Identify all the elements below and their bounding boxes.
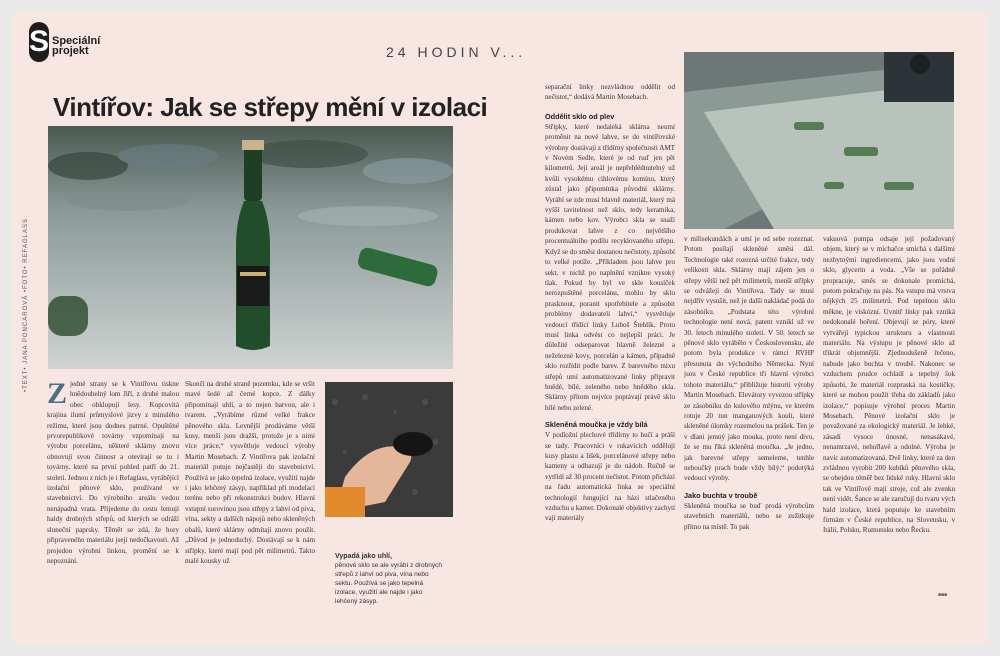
column-4-text: v milisekundách a umí je od sebe rozeznat. Potom posílají skleněné směsi dál. Technologie také rozezná určité frakce, tedy velikosti skla. Sklárny mají zájem jen o střepy větší než pět milimetrů, menší střípky se odvážejí do Vintířova. Tady se musí nejdřív vysušit, než je další nakládač podá do zásobníku. „Podstata této výrobní technologie není nová, patent vznikl už ve 30. letech minulého století. V 50. letech se pěnové sklo vyrábělo v Československu, ale potom byla produkce v rámci RVHP přesunuta do východního Německa. Nyní jsou v České republice tři hlavní výrobci tohoto materiálu,“ přibližuje historii výroby Martin Mosebach. Elevátory vyvezou střípky ze zásobníku do kulového mlýnu, ve kterém rotuje 20 tun manganových koulí, které skleněné úlomky rozemelou na prášek. Ten je v dlani jemný jako mouka, proto není divu, že se mu říká skleněná moučka. „Je jedno, jak barevné střepy semeleme, tenhle neboučký prach bude vždy bílý,“ podotýká vedoucí výroby. bbox=[684, 235, 814, 483]
subheading-separation: Oddělit sklo od plev bbox=[545, 111, 615, 121]
article-column-1 bbox=[47, 379, 179, 629]
article-title: Vintířov: Jak se střepy mění v izolaci bbox=[53, 92, 488, 122]
article-column-4 bbox=[684, 234, 814, 632]
special-project-logo: S bbox=[29, 22, 49, 62]
column-1-text: jedné strany se k Vintířovu tiskne hnědouhelný lom Jiří, z druhé malou obec obklopují lesy. Kopcovitá krajina ilumí průmyslové jizvy z minulého režimu, které jsou dodnes patrné. Opuštěné prvorepublikové továrny vzpomínají na výrobu porcelánu, některé sklárny znovu obnovují svou činnost a otevírají se tu i továrny, které na první pohled patří do 21. století. Jednou z nich je i Refaglass, vyrábějící izolační pěnové sklo, používané ve stavebnictví. Do výrobního areálu vedou nenápadná vrata. Přijedeme do cestu lemují haldy drobných střepů, od kterých se odráží sluneční paprsky. Těmět se zdá, že hory připraveného materiálu jsejí nedočkavosti. Až projedou výrobní linkou, promění se k nepoznání. bbox=[47, 380, 179, 565]
article-column-3 bbox=[545, 82, 675, 632]
sorting-line-photo bbox=[684, 52, 954, 229]
column-3-text-b: V podložní plechové třídírny to hučí a práší se tady. Pracovníci v rukavicích oddělují kusy plastu a lišek, porcelánové střepy nebo kameny a odhazují je do nádob. Ručně se vytřídí až 30 procent nečistot. Potom přichází na řadu automatická linka se speciální technologií fungující na bázi stlačeného vzduchu a kamer. Dokonalé objektivy zachytí vají materiály bbox=[545, 431, 675, 523]
special-project-label: Speciální projekt bbox=[52, 35, 101, 57]
magazine-page bbox=[13, 12, 987, 644]
photo-caption bbox=[335, 552, 445, 606]
section-header: 24 HODIN V... bbox=[386, 44, 527, 60]
photo-credit: •TEXT• JANA PONCAROVÁ •FOTO• REFAGLASS bbox=[23, 218, 29, 392]
foam-glass-photo bbox=[325, 382, 453, 517]
article-column-2: Skončí na druhé straně pozemku, kde se vršit mavé šedé až černé kopce. Z dálky připomínají uhlí, a to nejen barvou, ale i tvarem. „Vyrábíme různé velké frakce pěnového skla. Levnější prodáváme větší kusy, menší jsou dražší, protože je s nimi více práce,“ vysvětluje vedoucí výroby Martin Mosebach. Z Vintířova pak izolační materiál putuje nejčastěji do stavebnictví. Používá se jako tepelná izolace, využití najde i jako lehčený zásyp, například při modelaci terénu nebo při rekonstrukci budov. Hlavní vstupní surovinou jsou střepy z lahví od piva, vína, sekty a dalších nápojů nebo skleněných obalů, které sklárny odmítají znovu použít. „Důvod je jednoduchý. Dostávají se k nám střípky, které mají pod pět milimetrů. Takto malé kousky už bbox=[185, 380, 315, 565]
subheading-oven: Jako buchta v troubě bbox=[684, 490, 758, 500]
caption-text: pěnové sklo se ale vyrábí z drobných střepů z lahví od piva, vína nebo sektu. Používá se jako tepelná izolace, využití ale najde i jako lehčený zásyp. bbox=[335, 562, 442, 605]
bottles-photo bbox=[48, 126, 453, 369]
end-mark: ■■■ bbox=[938, 592, 948, 598]
caption-title: Vypadá jako uhlí, bbox=[335, 553, 392, 560]
drop-cap: Z bbox=[47, 379, 68, 410]
column-3-text: Střípky, které nedaleká sklárna neumí proměnit na nové lahve, se do vintířovské výrobny dostávají z třídírny společnosti AMT v Novém Sedle, které je od ruď jen pět kilometrů. Její areál je nepřehlédnutelný už kvůli vysokému cihlovému komínu, který zůstal jako připomínka původní sklárny. Vyrábí se zde musí hlavně materiál, který má vyšší tavitelnost než sklo, tedy keramika, kámen nebo kov. Výrobci skla se snaží produkovat lahve z co největšího procentuálního podílu recyklovaného střepu. Když se do směsi dostanou nečistoty, způsobí to velké potíže. „Příkladem jsou lahve pro sekt, v nichž po naplnění vznikne vysoký tlak. Pokud by byl ve skle kousíček nerozpuštěné porcelánu, mohlo by sklo prasknout, poranit spotřebitele a způsobit problémy dodavateli lahví,“ vysvětluje vedoucí třídící linky Luboš Štehlík. Proto musí linka odvést co nejlepší práci. Je důležité odseparovat hlavně železné a neželezné kovy, porcelán a kámen, případně sklo rozřídit podle barev. Z barevného mixu střepů umí automatizované linky připravit hnědé, bílé, zeleného nebo hnědého skla. Sklárny přitom nejvíce poptávají právě sklo bílé nebo zelené. bbox=[545, 122, 675, 412]
column-3-lead: separační linky nezvládnou oddělit od nečistot,“ dodává Martin Mosebach. bbox=[545, 83, 675, 102]
column-4-text-b: Skleněná moučka se buď prodá výrobcům stavebních materiálů, nebo se zužitkuje přímo na místě. To pak bbox=[684, 501, 814, 531]
subheading-glass-flour: Skleněná moučka je vždy bílá bbox=[545, 420, 648, 430]
article-column-5: vakuová pumpa odsaje její požadovaný objem, který se v míchačce smíchá s dalšími nezbytnými ingrediencemi, jako jsou vodní sklo, glycerin a voda. „Vše se pořádně propracuje, směs se dokonale promíchá, potom pokračuje na pás. Na vstupu má vrstva nějkých 25 milimetrů. Pod tepelnou sklo měkne, je viskózní. Uvnitř linky pak vzniká nedokonalé hoření. Objevují se póry, které vytvářejí typickou strukturu a vlastnosti materiálu. Na výstupu je pěnové sklo až třikrát objemnější. Zjednodušeně řečeno, nabude jako buchta v troubě. Nakonec se vzduchem prudce ochladí a tepelný šok způsobí, že materiál rozpraská na kostičky, které se mohou použít třeba do základů jako izolace,“ popisuje výrobní proces Martin Mosebach. Pěnové izolační sklo je považované za ekologický materiál. Je lehké, zásadí vysoce únosné, nenasákavé, nenamrzavé, nehořlavé a odolné. Výroba je navíc automatizovaná. Dvě linky, které za den zvládnou vyrobit 200 kubíků pěnového skla, se obejdou téměř bez lidské ruky. Hlavní sklo tak ve Vintířově mají stroje, což ale zvenku není vidět. Šance se ale zaručují do tvaru vých hald izolace, která poputuje ke stavebním firmám v České republice, na Slovensku, v Itálii, Polsku, Rumunsku nebo Řecku. bbox=[823, 235, 955, 535]
